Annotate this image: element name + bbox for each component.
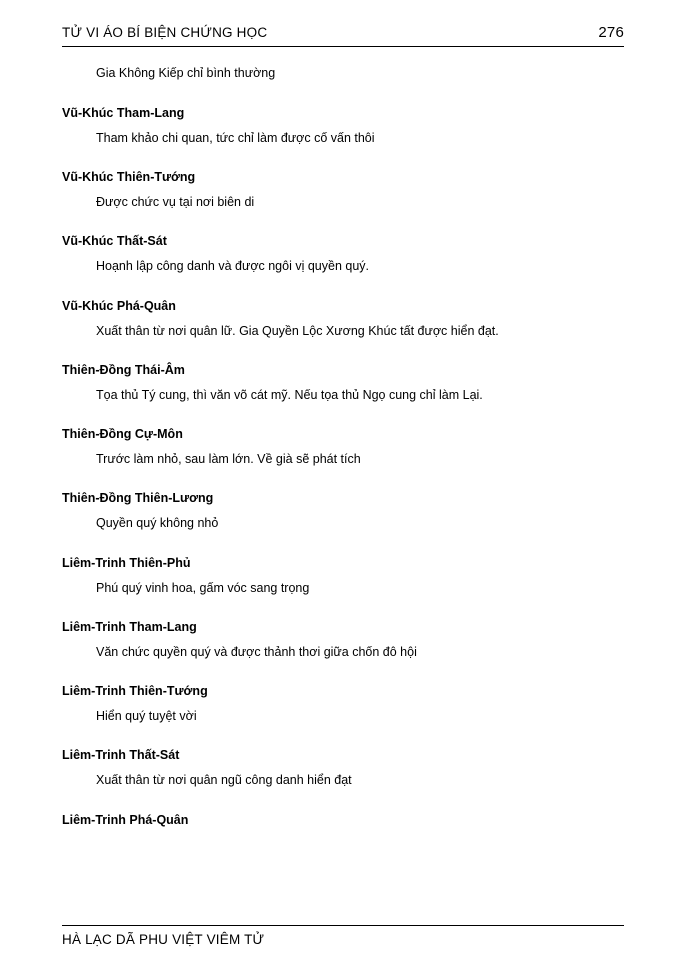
lead-line: Gia Không Kiếp chỉ bình thường: [96, 66, 276, 80]
footer-text: HÀ LẠC DÃ PHU VIỆT VIÊM TỬ: [62, 932, 265, 947]
page-number: 276: [598, 24, 624, 41]
entry: [62, 361, 624, 404]
entry: [62, 618, 624, 661]
entry: [62, 104, 624, 147]
entry-description: Quyền quý không nhỏ: [96, 516, 219, 531]
entry-description: Tọa thủ Tý cung, thì văn võ cát mỹ. Nếu tọa thủ Ngọ cung chỉ làm Lại.: [96, 387, 483, 402]
entry-title: Thiên-Đồng Cự-Môn: [62, 427, 183, 441]
entry-title: Liêm-Trinh Thất-Sát: [62, 748, 180, 763]
entry-title: Liêm-Trinh Thiên-Tướng: [62, 684, 208, 698]
entry: [62, 489, 624, 532]
entry-title: Liêm-Trinh Tham-Lang: [62, 619, 197, 634]
entry: [62, 682, 624, 725]
entry: [62, 554, 624, 597]
page-header: [62, 24, 624, 47]
entry: [62, 168, 624, 211]
entry-description: Hoạnh lập công danh và được ngôi vị quyền quý.: [96, 259, 369, 274]
entry-description: Trước làm nhỏ, sau làm lớn. Về già sẽ phát tích: [96, 452, 361, 467]
entry-description: Xuất thân từ nơi quân ngũ công danh hiển đạt: [96, 773, 352, 788]
entry-description: Hiển quý tuyệt vời: [96, 709, 197, 724]
entry-description: Được chức vụ tại nơi biên di: [96, 195, 255, 210]
entry-title: Vũ-Khúc Tham-Lang: [62, 105, 185, 120]
entry: [62, 425, 624, 468]
entry: [62, 232, 624, 275]
entry-title: Liêm-Trinh Thiên-Phủ: [62, 555, 191, 570]
entry: [62, 811, 624, 829]
entry-title: Vũ-Khúc Phá-Quân: [62, 298, 176, 313]
header-title: TỬ VI ÁO BÍ BIỆN CHỨNG HỌC: [62, 25, 268, 40]
entry: [62, 746, 624, 789]
entry-title: Thiên-Đồng Thái-Âm: [62, 362, 185, 377]
page-footer: [62, 925, 624, 947]
page-content: [62, 47, 624, 971]
entry: [62, 297, 624, 340]
entry-description: Tham khảo chi quan, tức chỉ làm được cố vấn thôi: [96, 130, 375, 145]
entry-description: Văn chức quyền quý và được thảnh thơi giữa chốn đô hội: [96, 644, 417, 659]
entry-title: Liêm-Trinh Phá-Quân: [62, 812, 189, 827]
entry-title: Vũ-Khúc Thất-Sát: [62, 234, 167, 249]
entry-description: Phú quý vinh hoa, gấm vóc sang trọng: [96, 580, 310, 595]
entry-description: Xuất thân từ nơi quân lữ. Gia Quyền Lộc Xương Khúc tất được hiển đạt.: [96, 323, 499, 338]
entry-title: Vũ-Khúc Thiên-Tướng: [62, 170, 196, 184]
entry-title: Thiên-Đồng Thiên-Lương: [62, 491, 214, 506]
